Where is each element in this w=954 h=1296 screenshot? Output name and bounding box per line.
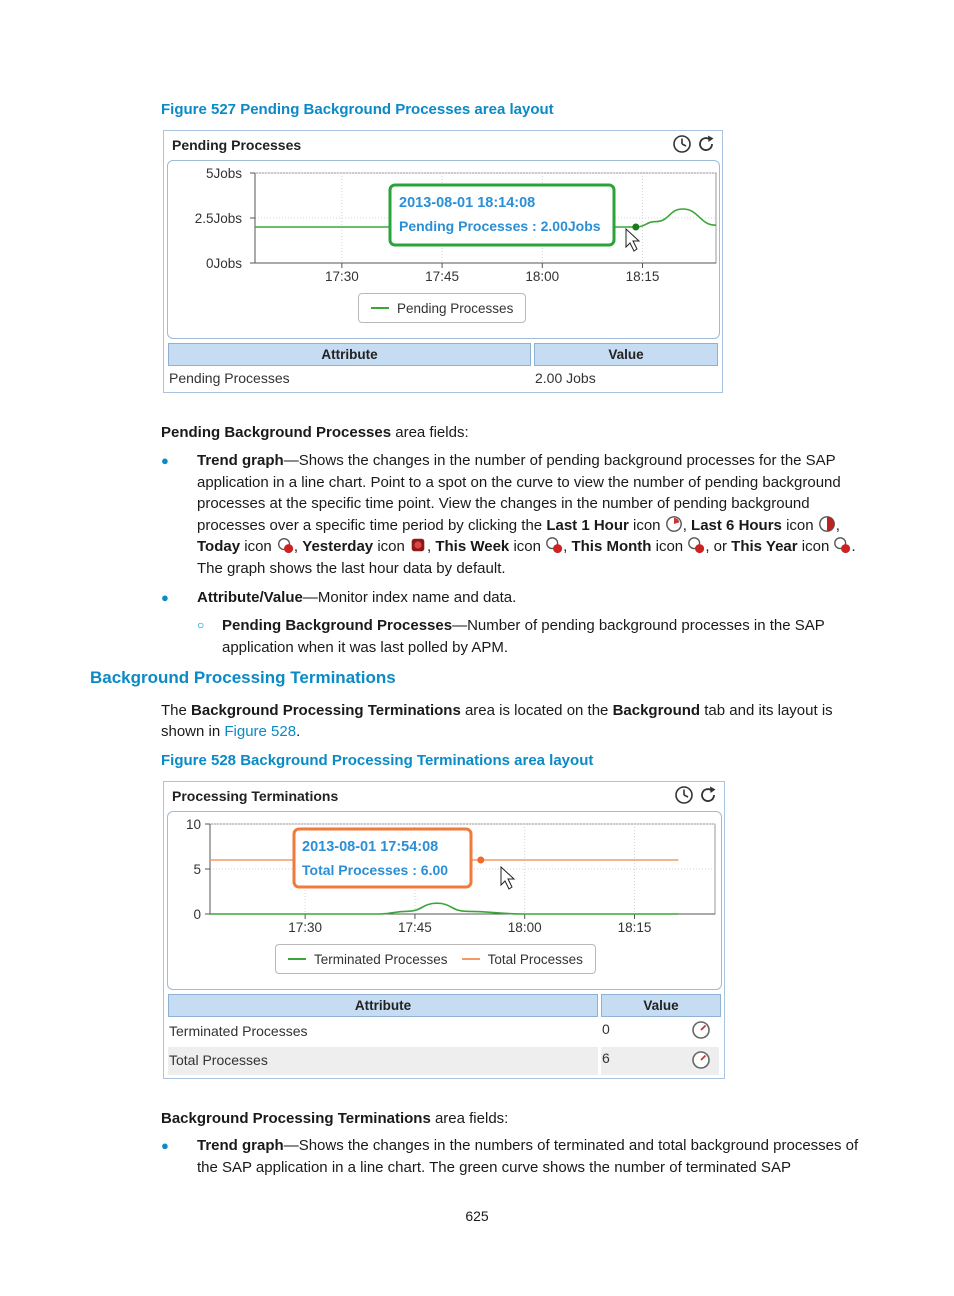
figure-528-caption: Figure 528 Background Processing Terminations area layout [161, 752, 594, 769]
widget-toolbar [674, 785, 718, 805]
x-tick-label: 18:15 [625, 269, 660, 284]
x-tick-label: 17:45 [398, 920, 432, 935]
last-1-hour-icon [665, 515, 683, 533]
tooltip-value: Total Processes : 6.00 [302, 862, 449, 878]
chart-area [167, 160, 720, 339]
legend-label: Pending Processes [397, 300, 514, 316]
y-tick-label: 5 [193, 862, 201, 877]
chart-area [167, 811, 722, 990]
row-value: 2.00 Jobs [535, 370, 596, 386]
x-tick-label: 18:15 [617, 920, 652, 935]
legend-swatch [371, 307, 389, 309]
processing-terminations-chart[interactable] [168, 812, 721, 952]
this-year-icon [833, 536, 851, 554]
widget-toolbar [672, 134, 716, 154]
row-attribute: Total Processes [169, 1052, 268, 1068]
row-attribute: Pending Processes [169, 370, 290, 386]
this-month-icon [687, 536, 705, 554]
y-tick-label: 10 [185, 817, 201, 832]
subbullet-pending-processes: ○ Pending Background Processes—Number of pending background processes in the SAP application when it was last polled by APM. [197, 617, 825, 656]
legend-label: Total Processes [487, 951, 583, 967]
x-tick-label: 17:30 [288, 920, 323, 935]
last-6-hours-icon [818, 515, 836, 533]
gauge-icon[interactable] [691, 1050, 711, 1070]
widget-title: Processing Terminations [172, 788, 339, 804]
row-value: 6 [602, 1050, 610, 1066]
chart-legend [358, 293, 526, 323]
value-header[interactable]: Value [601, 994, 721, 1017]
attribute-header[interactable]: Attribute [168, 343, 531, 366]
y-tick-label: 0 [193, 907, 201, 922]
fields-intro-527: Pending Background Processes area fields: [161, 424, 469, 441]
legend-item-total[interactable] [462, 952, 583, 967]
tooltip-time: 2013-08-01 18:14:08 [399, 195, 536, 211]
page-number: 625 [465, 1208, 489, 1224]
figure-528-link[interactable]: Figure 528 [224, 723, 297, 740]
hover-point [632, 224, 639, 231]
refresh-icon[interactable] [696, 134, 716, 154]
pending-processes-chart[interactable] [168, 161, 719, 301]
y-tick-label: 0Jobs [205, 256, 242, 271]
bullet-trend-graph: ● Trend graph—Shows the changes in the number of pending background processes for the SAP application in a line chart. Point to a spot on the curve to view the number of pending background processes at the specific time point. View the changes in the number of pending background processes over a specific time period by clicking the Last 1 Hour icon , Last 6 Hours icon , Today icon , Yesterday icon , This Week icon , This Month icon , or This Year icon . The graph shows the last hour data by default. [161, 452, 856, 577]
x-tick-label: 18:00 [507, 920, 542, 935]
gauge-icon[interactable] [691, 1020, 711, 1040]
this-week-icon [545, 536, 563, 554]
tooltip [390, 185, 614, 245]
fields-intro-528: Background Processing Terminations area fields: [161, 1110, 509, 1127]
value-header[interactable]: Value [534, 343, 718, 366]
hover-point [477, 857, 484, 864]
figure-527-caption: Figure 527 Pending Background Processes area layout [161, 101, 554, 118]
tooltip-time: 2013-08-01 17:54:08 [302, 839, 439, 855]
widget-title: Pending Processes [172, 137, 302, 153]
row-value: 0 [602, 1021, 610, 1037]
tooltip-value: Pending Processes : 2.00Jobs [399, 218, 601, 234]
legend-swatch [462, 958, 480, 960]
legend-label: Terminated Processes [314, 951, 448, 967]
y-tick-label: 5Jobs [205, 166, 242, 181]
legend-swatch [288, 958, 306, 960]
x-tick-label: 17:45 [425, 269, 459, 284]
tooltip-box [390, 185, 614, 245]
today-icon [276, 536, 294, 554]
pending-processes-widget [163, 130, 723, 393]
x-tick-label: 17:30 [324, 269, 359, 284]
bullet-attribute-value: ● Attribute/Value—Monitor index name and data. [161, 589, 517, 606]
legend-item-terminated[interactable] [288, 952, 448, 967]
processing-terminations-widget [163, 781, 725, 1079]
chart-legend [275, 944, 596, 974]
y-tick-label: 2.5Jobs [194, 211, 242, 226]
yesterday-icon [409, 536, 427, 554]
section-heading: Background Processing Terminations [90, 668, 396, 687]
row-attribute: Terminated Processes [169, 1023, 308, 1039]
clock-icon[interactable] [674, 785, 694, 805]
x-tick-label: 18:00 [525, 269, 560, 284]
section-paragraph: The Background Processing Terminations area is located on the Background tab and its layout is shown in Figure 528. [161, 702, 833, 740]
legend-item-pending[interactable] [371, 301, 513, 316]
clock-icon[interactable] [672, 134, 692, 154]
tooltip [294, 829, 471, 887]
attribute-header[interactable]: Attribute [168, 994, 598, 1017]
refresh-icon[interactable] [698, 785, 718, 805]
tooltip-box [294, 829, 471, 887]
bullet-trend-graph-528: ● Trend graph—Shows the changes in the numbers of terminated and total background processes of the SAP application in a line chart. The green curve shows the number of terminated SAP [161, 1137, 859, 1176]
